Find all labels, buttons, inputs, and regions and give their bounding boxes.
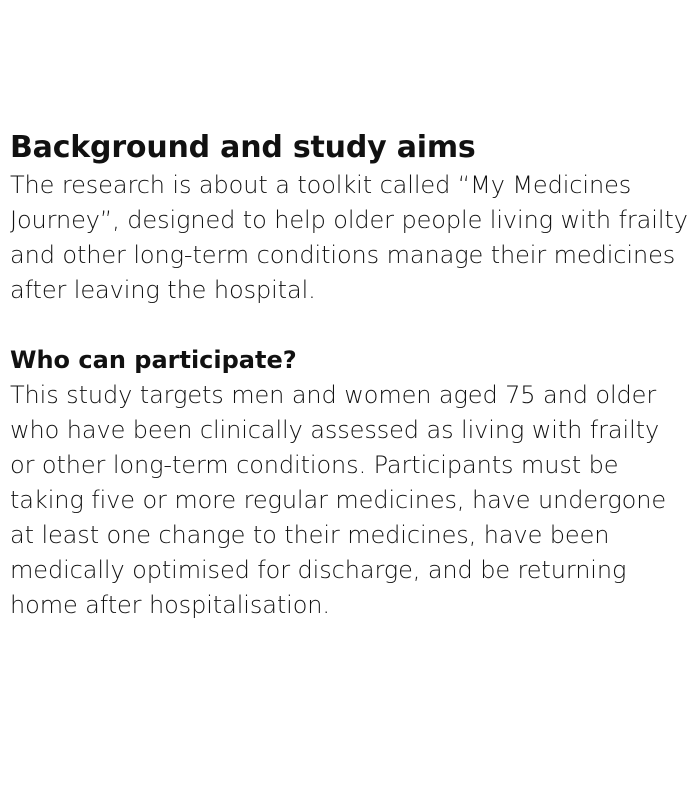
background-section bbox=[10, 128, 690, 308]
participation-section bbox=[10, 343, 690, 623]
background-heading: Background and study aims bbox=[10, 130, 476, 165]
participation-heading: Who can participate? bbox=[10, 346, 297, 374]
participation-paragraph: This study targets men and women aged 75 and older who have been clinically assessed as living with frailty or other long-term conditions. Participants must be taking five or more regular medicines, have undergone at least one change to their medicines, have been medically optimised for discharge, and be returning home after hospitalisation. bbox=[10, 381, 667, 619]
section-spacer bbox=[10, 308, 690, 343]
background-paragraph: The research is about a toolkit called “My Medicines Journey”, designed to help older people living with frailty and other long-term conditions manage their medicines after leaving the hospital. bbox=[10, 171, 688, 304]
